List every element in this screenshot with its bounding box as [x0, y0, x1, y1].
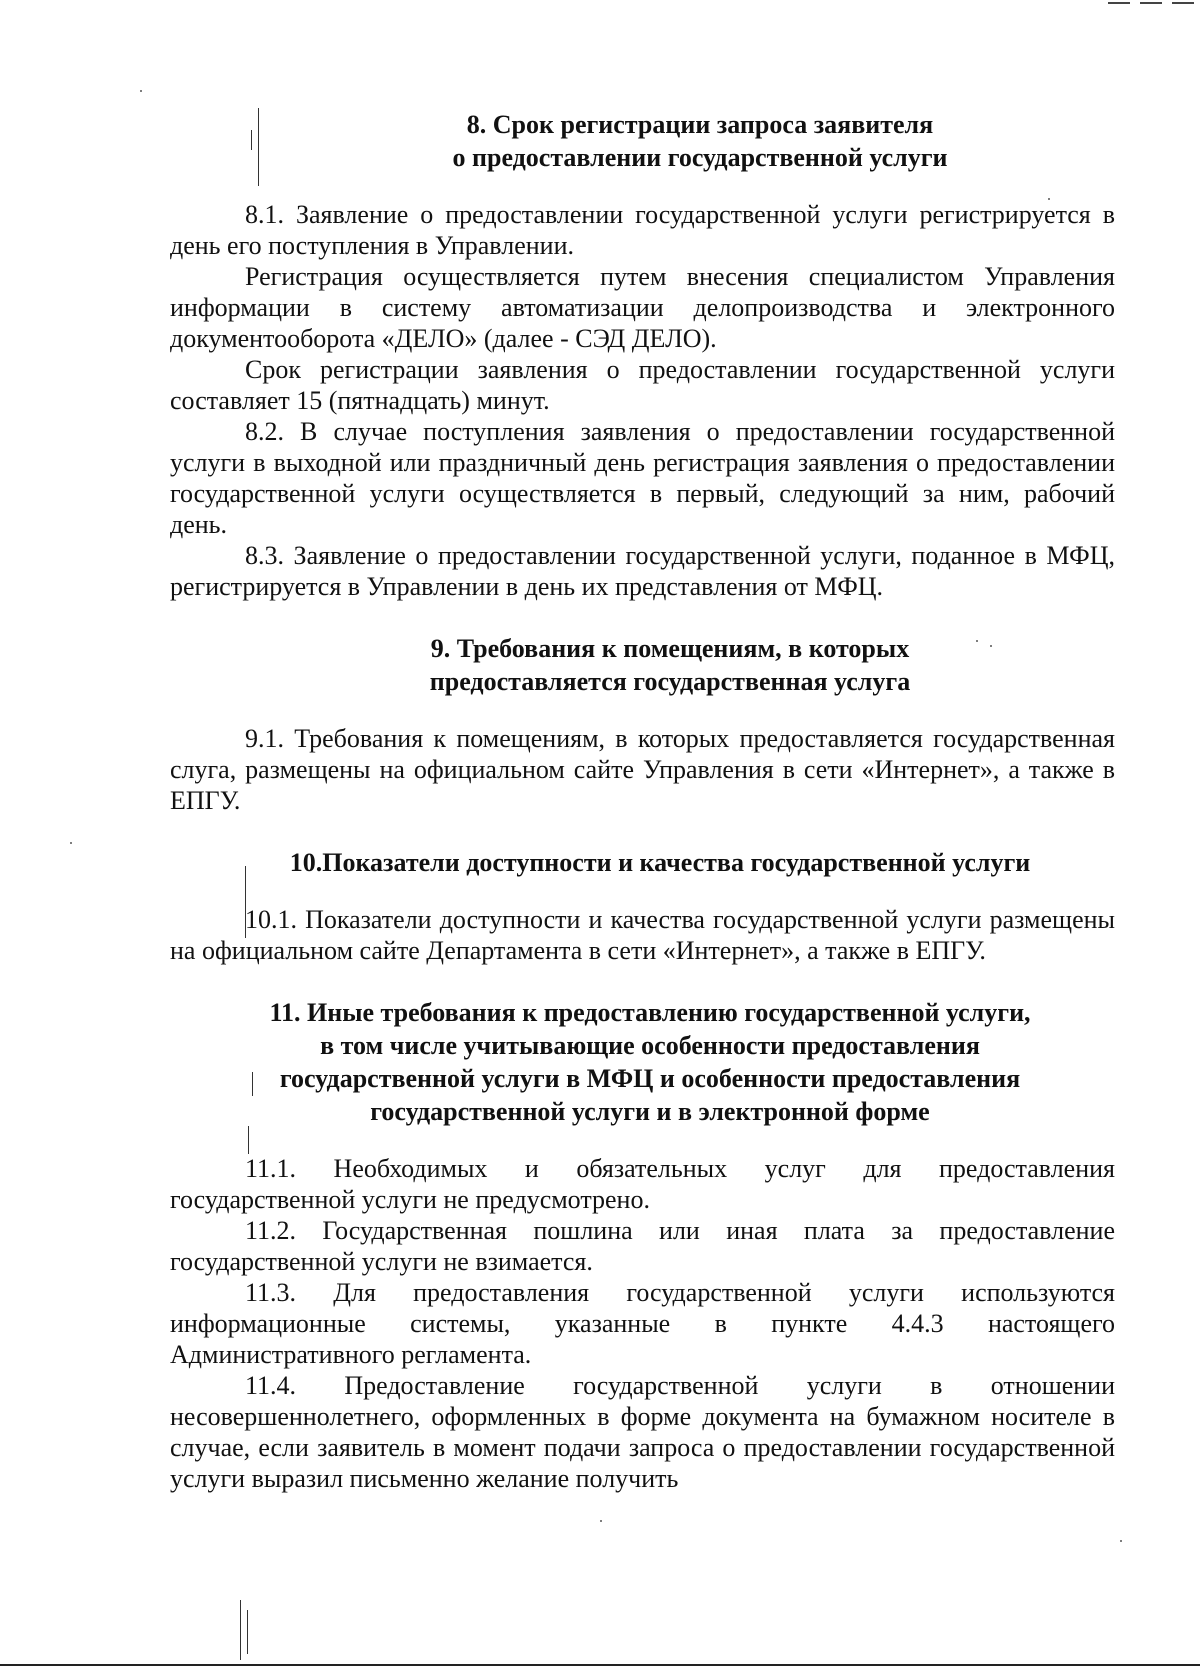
paragraph: 11.2. Государственная пошлина или иная плата за предоставление государственной услуги не взимается. [170, 1216, 1115, 1276]
section-heading-8 [350, 108, 1050, 174]
document-body [170, 108, 1115, 1494]
paragraph: 10.1. Показатели доступности и качества государственной услуги размещены на официальном сайте Департамента в сети «Интернет», а также в ЕПГУ. [170, 905, 1115, 965]
heading-line: предоставляется государственная услуга [429, 667, 911, 696]
heading-line: 8. Срок регистрации запроса заявителя [466, 110, 934, 139]
scan-dust [600, 1520, 602, 1522]
scan-edge [0, 1664, 1200, 1666]
paragraph: 9.1. Требования к помещениям, в которых предоставляется государственная слуга, размещены на официальном сайте Управления в сети «Интернет», а также в ЕПГУ. [170, 724, 1115, 815]
paragraph: 8.1. Заявление о предоставлении государственной услуги регистрируется в день его поступления в Управлении. [170, 200, 1115, 260]
heading-line: государственной услуги и в электронной форме [370, 1097, 930, 1126]
scan-mark [1140, 2, 1162, 4]
paragraph: 8.3. Заявление о предоставлении государственной услуги, поданное в МФЦ, регистрируется в Управлении в день их представления от МФЦ. [170, 541, 1115, 601]
paragraph: 11.1. Необходимых и обязательных услуг для предоставления государственной услуги не предусмотрено. [170, 1154, 1115, 1214]
scan-dust [140, 90, 142, 92]
scan-mark [1172, 2, 1194, 4]
heading-line: государственной услуги в МФЦ и особенности предоставления [279, 1064, 1021, 1093]
section-heading-10 [230, 846, 1090, 879]
paragraph: 11.4. Предоставление государственной услуги в отношении несовершеннолетнего, оформленных в форме документа на бумажном носителе в случае, если заявитель в момент подачи запроса о предоставлении государственной услуги выразил письменно желание получить [170, 1371, 1115, 1493]
section-heading-11 [210, 996, 1090, 1128]
paragraph: Срок регистрации заявления о предоставлении государственной услуги составляет 15 (пятнадцать) минут. [170, 355, 1115, 415]
heading-line: о предоставлении государственной услуги [452, 143, 948, 172]
heading-line: 10.Показатели доступности и качества государственной услуги [289, 848, 1031, 877]
scan-mark [1108, 2, 1130, 4]
scan-mark [240, 1600, 241, 1660]
scan-mark [247, 1610, 248, 1654]
paragraph: 11.3. Для предоставления государственной услуги используются информационные системы, указанные в пункте 4.4.3 настоящего Административного регламента. [170, 1278, 1115, 1369]
paragraph: Регистрация осуществляется путем внесения специалистом Управления информации в систему автоматизации делопроизводства и электронного документооборота «ДЕЛО» (далее - СЭД ДЕЛО). [170, 262, 1115, 353]
heading-line: 11. Иные требования к предоставлению государственной услуги, [269, 998, 1031, 1027]
section-heading-9 [320, 632, 1020, 698]
scan-dust [70, 842, 72, 844]
heading-line: в том числе учитывающие особенности предоставления [320, 1031, 980, 1060]
scan-dust [1120, 1540, 1122, 1542]
heading-line: 9. Требования к помещениям, в которых [430, 634, 910, 663]
paragraph: 8.2. В случае поступления заявления о предоставлении государственной услуги в выходной или праздничный день регистрация заявления о предоставлении государственной услуги осуществляется в первый, следующий за ним, рабочий день. [170, 417, 1115, 539]
